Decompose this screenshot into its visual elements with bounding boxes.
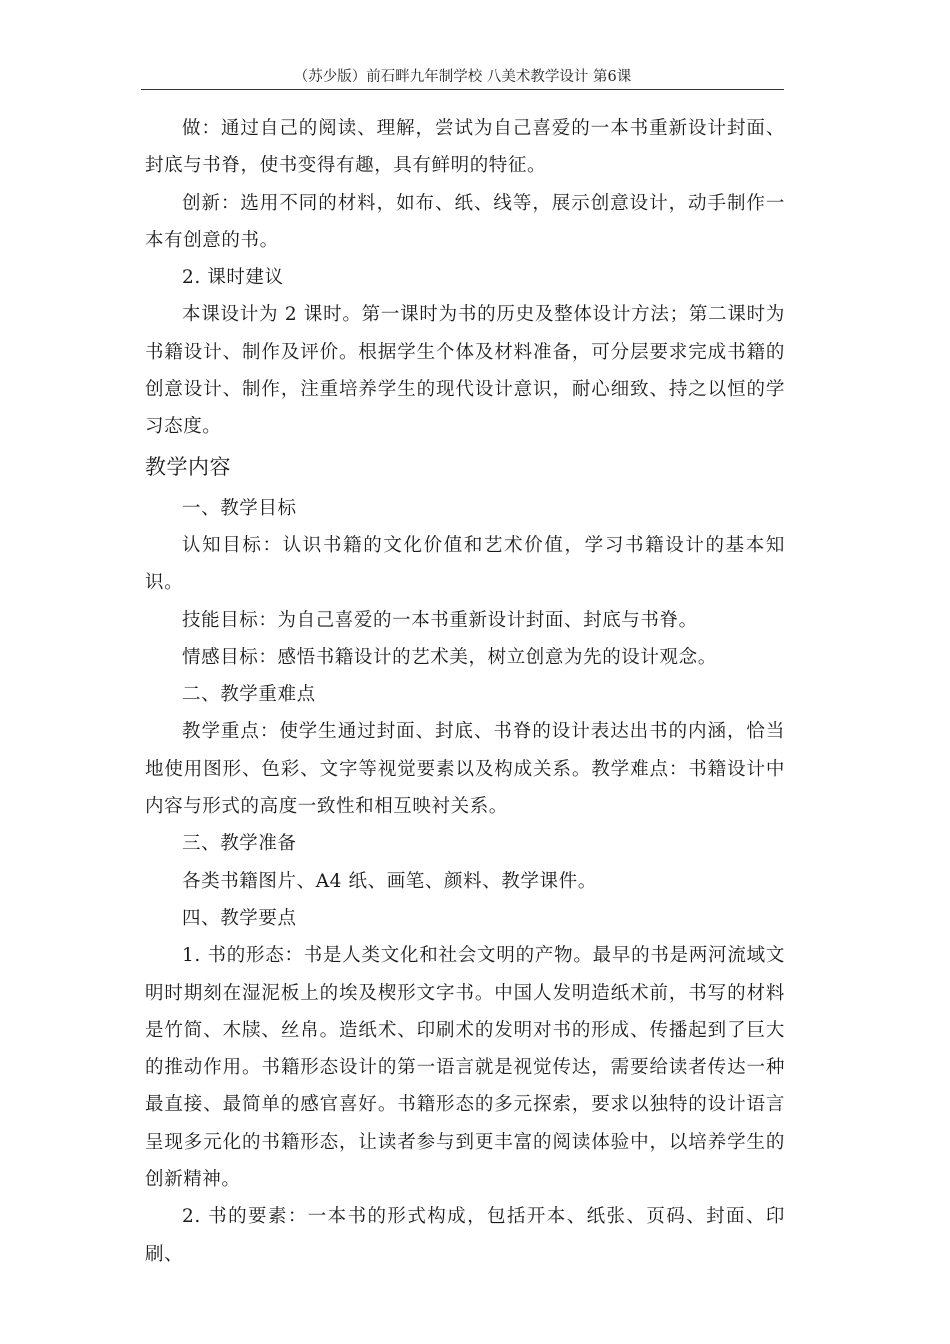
header-rule xyxy=(141,89,784,90)
paragraph-class-hours-heading: 2. 课时建议 xyxy=(182,267,284,289)
paragraph-book-form: 1. 书的形态：书是人类文化和社会文明的产物。最早的书是两河流域文明时期刻在湿泥板上的埃及楔形文字书。中国人发明造纸术前，书写的材料是竹简、木牍、丝帛。造纸术、印刷术的发明对书的形成、传播起到了巨大的推动作用。书籍形态设计的第一语言就是视觉传达，需要给读者传达一种最直接、最简单的感官喜好。书籍形态的多元探索，要求以独特的设计语言呈现多元化的书籍形态，让读者参与到更丰富的阅读体验中，以培养学生的创新精神。 xyxy=(145,945,785,1191)
paragraph-skill-goal: 技能目标：为自己喜爱的一本书重新设计封面、封底与书脊。 xyxy=(182,609,698,631)
paragraph-class-hours: 本课设计为 2 课时。第一课时为书的历史及整体设计方法；第二课时为书籍设计、制作及评价。根据学生个体及材料准备，可分层要求完成书籍的创意设计、制作，注重培养学生的现代设计意识，耐心细致、持之以恒的学习态度。 xyxy=(145,304,785,438)
heading-preparation: 三、教学准备 xyxy=(182,833,297,855)
paragraph-book-elements: 2. 书的要素：一本书的形式构成，包括开本、纸张、页码、封面、印刷、 xyxy=(145,1206,785,1265)
paragraph-cognitive-goal: 认知目标：认识书籍的文化价值和艺术价值，学习书籍设计的基本知识。 xyxy=(145,534,785,594)
heading-teaching-essentials: 四、教学要点 xyxy=(182,907,297,929)
paragraph-emotion-goal: 情感目标：感悟书籍设计的艺术美，树立创意为先的设计观念。 xyxy=(182,646,717,668)
page-header: （苏少版）前石畔九年制学校 八美术教学设计 第6课 xyxy=(293,69,632,85)
paragraph-innovation: 创新：选用不同的材料，如布、纸、线等，展示创意设计，动手制作一本有创意的书。 xyxy=(145,192,785,251)
paragraph-key-points: 教学重点：使学生通过封面、封底、书脊的设计表达出书的内涵，恰当地使用图形、色彩、文字等视觉要素以及构成关系。教学难点：书籍设计中内容与形式的高度一致性和相互映衬关系。 xyxy=(145,721,785,818)
heading-key-points: 二、教学重难点 xyxy=(182,684,316,706)
document-body xyxy=(145,110,785,1273)
paragraph-preparation: 各类书籍图片、A4 纸、画笔、颜料、教学课件。 xyxy=(182,870,597,892)
heading-teaching-goals: 一、教学目标 xyxy=(182,497,297,519)
paragraph-do: 做：通过自己的阅读、理解，尝试为自己喜爱的一本书重新设计封面、封底与书脊，使书变得有趣，具有鲜明的特征。 xyxy=(145,118,785,177)
section-title: 教学内容 xyxy=(145,454,231,479)
